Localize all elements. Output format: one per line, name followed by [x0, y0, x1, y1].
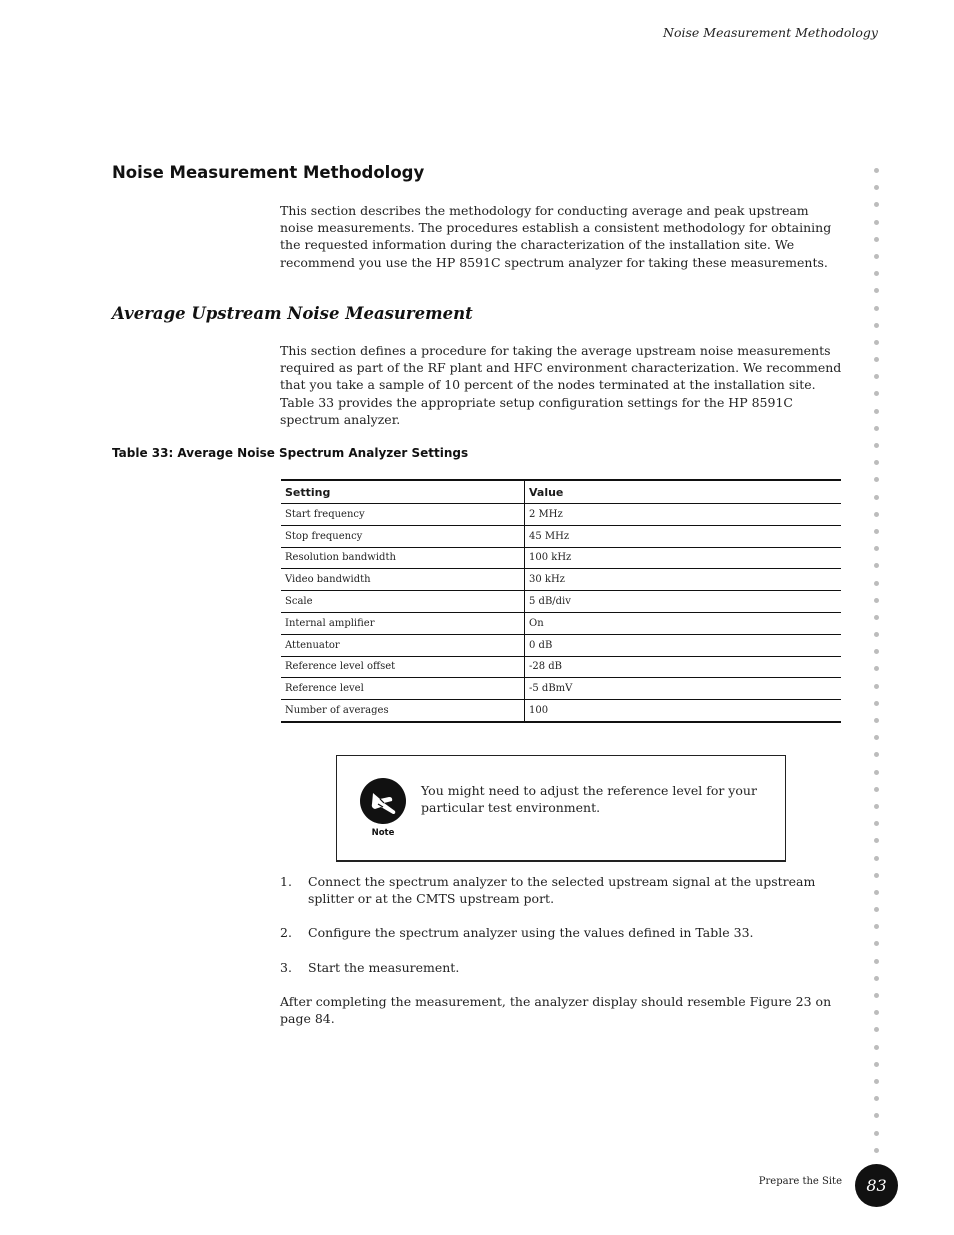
step-text: Start the measurement.: [308, 959, 460, 975]
margin-dot: [874, 1027, 879, 1032]
margin-dot: [874, 873, 879, 878]
margin-dot: [874, 907, 879, 912]
margin-dot: [874, 821, 879, 826]
page-number-badge: 83: [855, 1164, 898, 1207]
margin-dot: [874, 666, 879, 671]
section-intro-paragraph: This section describes the methodology for conducting average and peak upstream noise measurements. The procedures establish a consistent methodology for obtaining the requested information during the characterization of the installation site. We recommend you use the HP 8591C spectrum analyzer for taking these measurements.: [280, 203, 832, 270]
margin-dot: [874, 374, 879, 379]
subsection-intro-paragraph: This section defines a procedure for taking the average upstream noise measurements required as part of the RF plant and HFC environment characterization. We recommend that you take a sample of 10 percent of the nodes terminated at the installation site. Table 33 provides the appropriate setup configuration settings for the HP 8591C spectrum analyzer.: [280, 343, 842, 427]
note-callout: [336, 755, 786, 862]
step-text: Configure the spectrum analyzer using the values defined in Table 33.: [308, 925, 754, 941]
list-item: [280, 873, 842, 907]
note-text: You might need to adjust the reference level for your particular test environment.: [421, 783, 757, 816]
margin-dot: [874, 941, 879, 946]
value-cell: 100 kHz: [525, 547, 842, 569]
list-item: [280, 924, 842, 941]
margin-dot: [874, 237, 879, 242]
setting-cell: Resolution bandwidth: [281, 547, 525, 569]
table-row: [281, 612, 841, 634]
table-row: [281, 591, 841, 613]
margin-dot: [874, 1096, 879, 1101]
procedure-steps: [280, 873, 842, 993]
margin-dot-rule: [874, 168, 880, 1182]
pointing-hand-icon: [360, 778, 406, 824]
table-row: [281, 678, 841, 700]
margin-dot: [874, 323, 879, 328]
value-cell: 2 MHz: [525, 504, 842, 526]
value-cell: 100: [529, 705, 549, 717]
subsection-title: Average Upstream Noise Measurement: [112, 304, 473, 323]
margin-dot: [874, 649, 879, 654]
margin-dot: [874, 185, 879, 190]
margin-dot: [874, 735, 879, 740]
margin-dot: [874, 443, 879, 448]
margin-dot: [874, 1079, 879, 1084]
column-header-value: Value: [525, 480, 842, 504]
margin-dot: [874, 718, 879, 723]
margin-dot: [874, 632, 879, 637]
table-row: [281, 569, 841, 591]
margin-dot: [874, 598, 879, 603]
table-row: [281, 525, 841, 547]
margin-dot: [874, 512, 879, 517]
margin-dot: [874, 1062, 879, 1067]
margin-dot: [874, 391, 879, 396]
setting-cell: Scale: [281, 591, 525, 613]
margin-dot: [874, 993, 879, 998]
margin-dot: [874, 615, 879, 620]
margin-dot: [874, 787, 879, 792]
value-cell: -28 dB: [525, 656, 842, 678]
step-number: 2.: [280, 925, 292, 941]
margin-dot: [874, 1045, 879, 1050]
margin-dot: [874, 856, 879, 861]
margin-dot: [874, 529, 879, 534]
setting-cell: Reference level: [281, 678, 525, 700]
margin-dot: [874, 340, 879, 345]
margin-dot: [874, 701, 879, 706]
setting-cell: Attenuator: [281, 634, 525, 656]
table-row: [281, 504, 841, 526]
setting-cell: Start frequency: [281, 504, 525, 526]
margin-dot: [874, 288, 879, 293]
value-cell: On: [525, 612, 842, 634]
margin-dot: [874, 426, 879, 431]
margin-dot: [874, 770, 879, 775]
setting-cell: Stop frequency: [281, 525, 525, 547]
margin-dot: [874, 959, 879, 964]
margin-dot: [874, 220, 879, 225]
footer-chapter-label: Prepare the Site: [758, 1176, 842, 1187]
margin-dot: [874, 477, 879, 482]
value-cell: 30 kHz: [525, 569, 842, 591]
step-number: 3.: [280, 959, 292, 975]
margin-dot: [874, 495, 879, 500]
margin-dot: [874, 546, 879, 551]
margin-dot: [874, 838, 879, 843]
table-row: [281, 547, 841, 569]
margin-dot: [874, 1131, 879, 1136]
margin-dot: [874, 1010, 879, 1015]
closing-paragraph: After completing the measurement, the analyzer display should resemble Figure 23 on page 84.: [280, 994, 832, 1027]
running-header: Noise Measurement Methodology: [663, 25, 878, 40]
margin-dot: [874, 752, 879, 757]
margin-dot: [874, 202, 879, 207]
value-cell: -5 dBmV: [525, 678, 842, 700]
value-cell: 5 dB/div: [525, 591, 842, 613]
column-header-setting: Setting: [281, 480, 525, 504]
margin-dot: [874, 976, 879, 981]
margin-dot: [874, 357, 879, 362]
table-header-row: [281, 480, 841, 504]
list-item: [280, 959, 842, 976]
margin-dot: [874, 1148, 879, 1153]
step-number: 1.: [280, 874, 292, 889]
table-row: [281, 700, 841, 722]
margin-dot: [874, 168, 879, 173]
margin-dot: [874, 271, 879, 276]
margin-dot: [874, 409, 879, 414]
margin-dot: [874, 460, 879, 465]
margin-dot: [874, 1113, 879, 1118]
setting-cell: Reference level offset: [281, 656, 525, 678]
setting-cell: Internal amplifier: [281, 612, 525, 634]
table-row: [281, 634, 841, 656]
setting-cell: Video bandwidth: [281, 569, 525, 591]
margin-dot: [874, 563, 879, 568]
settings-table: [281, 479, 841, 723]
note-label: Note: [371, 828, 395, 838]
value-cell: 0 dB: [525, 634, 842, 656]
setting-cell: Number of averages: [281, 700, 525, 722]
value-cell: 45 MHz: [525, 525, 842, 547]
margin-dot: [874, 306, 879, 311]
margin-dot: [874, 890, 879, 895]
margin-dot: [874, 804, 879, 809]
table-row: [281, 656, 841, 678]
margin-dot: [874, 254, 879, 259]
margin-dot: [874, 924, 879, 929]
margin-dot: [874, 684, 879, 689]
table-caption: Table 33: Average Noise Spectrum Analyzer Settings: [112, 446, 469, 460]
section-title: Noise Measurement Methodology: [112, 163, 425, 182]
step-text: Connect the spectrum analyzer to the selected upstream signal at the upstream splitter or at the CMTS upstream port.: [308, 874, 816, 907]
margin-dot: [874, 581, 879, 586]
